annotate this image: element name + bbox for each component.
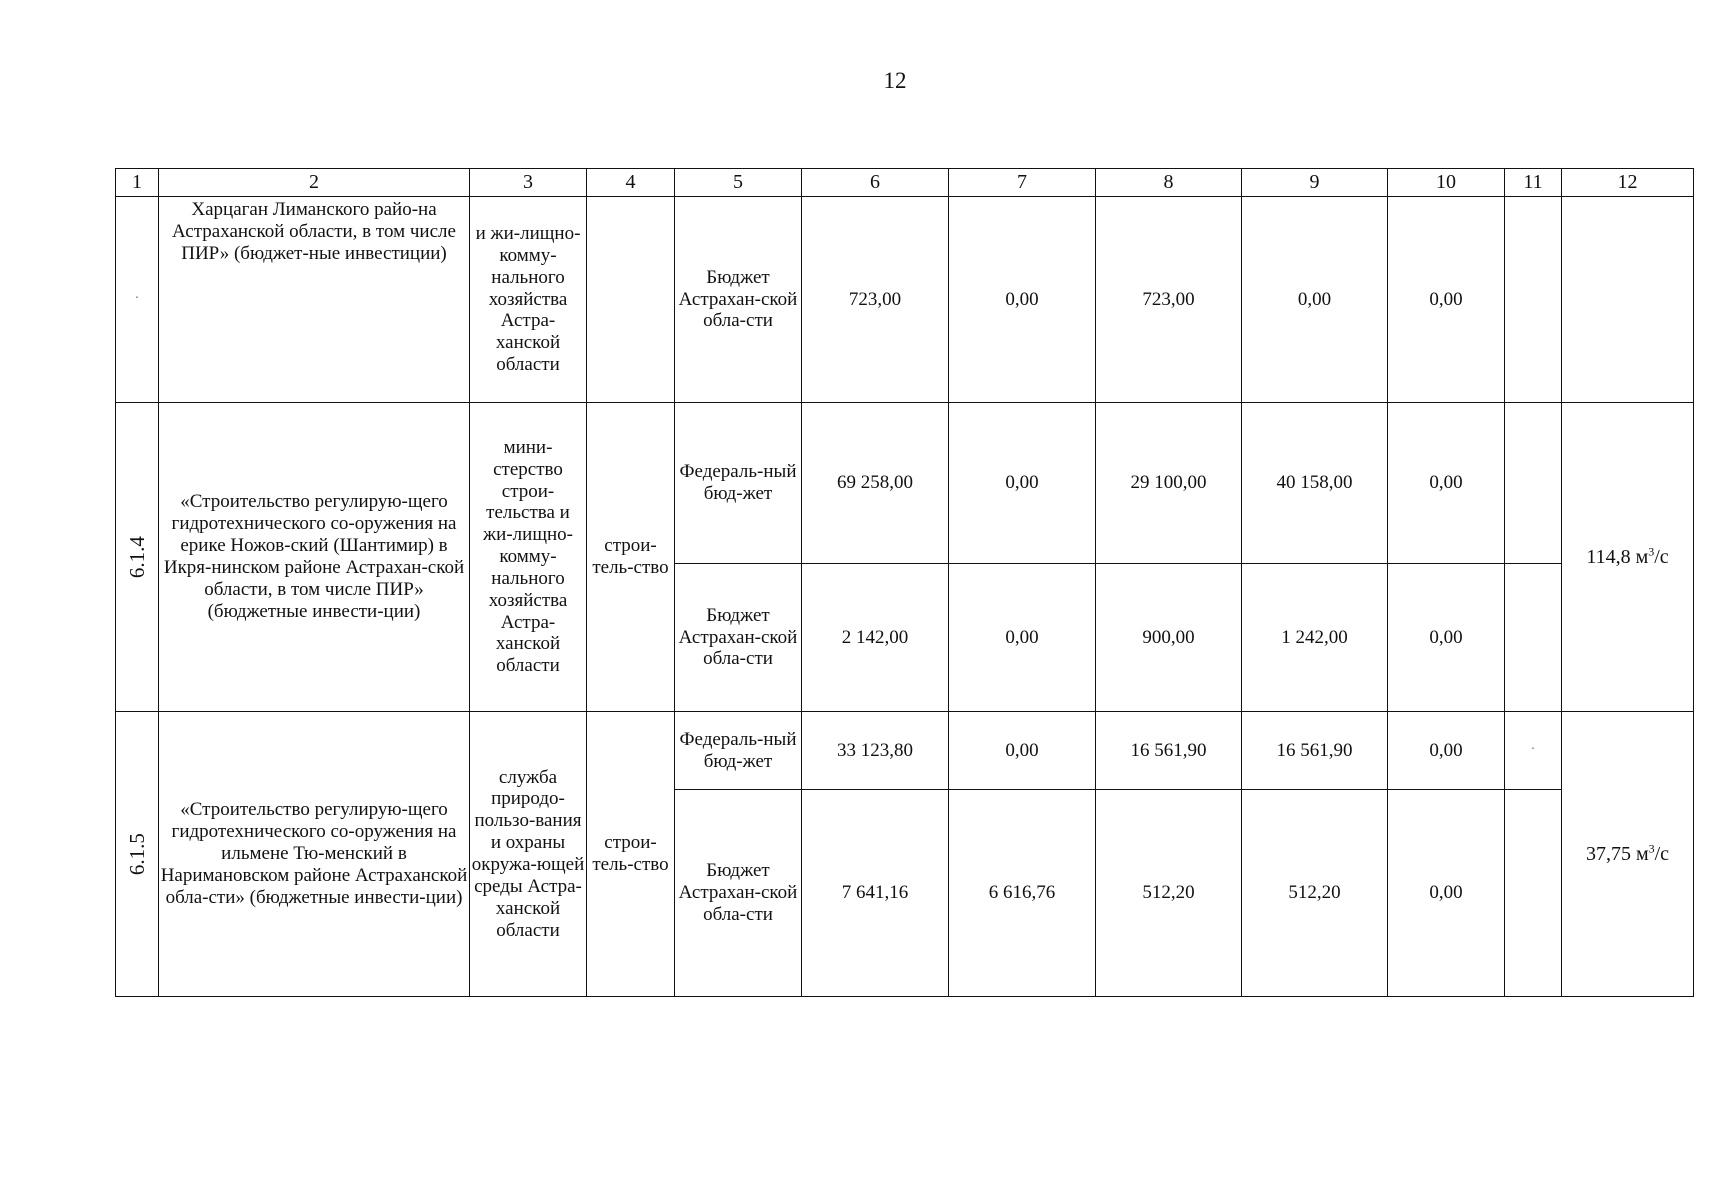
table-header-row <box>116 169 1694 197</box>
capacity-value: 114,8 м <box>1586 545 1649 568</box>
funding-source-cell: Федераль-ный бюд-жет <box>675 712 802 790</box>
column11-cell: · <box>1505 712 1562 790</box>
amount-col9-cell: 16 561,90 <box>1242 712 1388 790</box>
column-header-5: 5 <box>675 169 802 197</box>
column-header-12: 12 <box>1562 169 1694 197</box>
amount-total-cell: 2 142,00 <box>802 564 949 712</box>
table-row-6-1-5-federal <box>116 712 1694 790</box>
column-header-4: 4 <box>587 169 675 197</box>
amount-col7-cell: 0,00 <box>949 564 1096 712</box>
row-number-cell <box>116 403 159 712</box>
row-number-label: 6.1.4 <box>124 535 149 578</box>
column-header-8: 8 <box>1096 169 1242 197</box>
row-number-cell <box>116 712 159 997</box>
column-header-6: 6 <box>802 169 949 197</box>
funding-source-cell: Бюджет Астрахан-ской обла-сти <box>675 564 802 712</box>
work-type-cell: строи-тель-ство <box>587 712 675 997</box>
column11-cell <box>1505 564 1562 712</box>
column-header-2: 2 <box>159 169 470 197</box>
table-row-continuation <box>116 197 1694 403</box>
capacity-unit: /с <box>1654 842 1670 865</box>
work-type-cell: строи-тель-ство <box>587 403 675 712</box>
amount-total-cell: 33 123,80 <box>802 712 949 790</box>
responsible-org-cell: служба природо-пользо-вания и охраны окружа-ющей среды Астра-ханской области <box>470 712 587 997</box>
project-name-cell: «Строительство регулирую-щего гидротехнического со-оружения на ильмене Тю-менский в Наримановском районе Астраханской обла-сти» (бюджетные инвести-ции) <box>159 712 470 997</box>
amount-total-cell: 7 641,16 <box>802 790 949 997</box>
amount-col7-cell: 0,00 <box>949 712 1096 790</box>
column-header-7: 7 <box>949 169 1096 197</box>
amount-col7-cell: 0,00 <box>949 197 1096 403</box>
project-name-cell: «Строительство регулирую-щего гидротехнического со-оружения на ерике Ножов-ский (Шантимир) в Икря-нинском районе Астрахан-ской области, в том числе ПИР» (бюджетные инвести-ции) <box>159 403 470 712</box>
work-type-cell <box>587 197 675 403</box>
amount-col7-cell: 0,00 <box>949 403 1096 564</box>
capacity-unit: /с <box>1654 545 1669 568</box>
amount-col8-cell: 16 561,90 <box>1096 712 1242 790</box>
amount-total-cell: 723,00 <box>802 197 949 403</box>
table-row-6-1-4-federal <box>116 403 1694 564</box>
amount-col10-cell: 0,00 <box>1388 790 1505 997</box>
column11-cell <box>1505 197 1562 403</box>
funding-source-cell: Бюджет Астрахан-ской обла-сти <box>675 197 802 403</box>
amount-col9-cell: 1 242,00 <box>1242 564 1388 712</box>
capacity-superscript: 3 <box>1648 543 1655 558</box>
capacity-cell <box>1562 197 1694 403</box>
amount-col9-cell: 512,20 <box>1242 790 1388 997</box>
amount-col10-cell: 0,00 <box>1388 197 1505 403</box>
row-number-label: 6.1.5 <box>124 832 149 875</box>
funding-source-cell: Федераль-ный бюд-жет <box>675 403 802 564</box>
amount-total-cell: 69 258,00 <box>802 403 949 564</box>
column11-cell <box>1505 790 1562 997</box>
column-header-3: 3 <box>470 169 587 197</box>
budget-table <box>115 168 1694 997</box>
column11-cell <box>1505 403 1562 564</box>
amount-col8-cell: 900,00 <box>1096 564 1242 712</box>
amount-col7-cell: 6 616,76 <box>949 790 1096 997</box>
responsible-org-cell: и жи-лищно-комму-нального хозяйства Астра-ханской области <box>470 197 587 403</box>
column-header-10: 10 <box>1388 169 1505 197</box>
amount-col8-cell: 29 100,00 <box>1096 403 1242 564</box>
capacity-value: 37,75 м <box>1585 842 1649 865</box>
amount-col10-cell: 0,00 <box>1388 403 1505 564</box>
project-name-cell: Харцаган Лиманского райо-на Астраханской области, в том числе ПИР» (бюджет-ные инвестиции) <box>159 197 470 403</box>
capacity-superscript: 3 <box>1648 840 1655 855</box>
column-header-1: 1 <box>116 169 159 197</box>
amount-col9-cell: 40 158,00 <box>1242 403 1388 564</box>
responsible-org-cell: мини-стерство строи-тельства и жи-лищно-комму-нального хозяйства Астра-ханской области <box>470 403 587 712</box>
page-number: 12 <box>883 68 907 93</box>
amount-col8-cell: 723,00 <box>1096 197 1242 403</box>
row-number-cell: · <box>116 197 159 403</box>
amount-col8-cell: 512,20 <box>1096 790 1242 997</box>
column-header-9: 9 <box>1242 169 1388 197</box>
funding-source-cell: Бюджет Астрахан-ской обла-сти <box>675 790 802 997</box>
column-header-11: 11 <box>1505 169 1562 197</box>
amount-col9-cell: 0,00 <box>1242 197 1388 403</box>
amount-col10-cell: 0,00 <box>1388 712 1505 790</box>
capacity-cell <box>1562 403 1694 712</box>
amount-col10-cell: 0,00 <box>1388 564 1505 712</box>
capacity-cell <box>1562 712 1694 997</box>
